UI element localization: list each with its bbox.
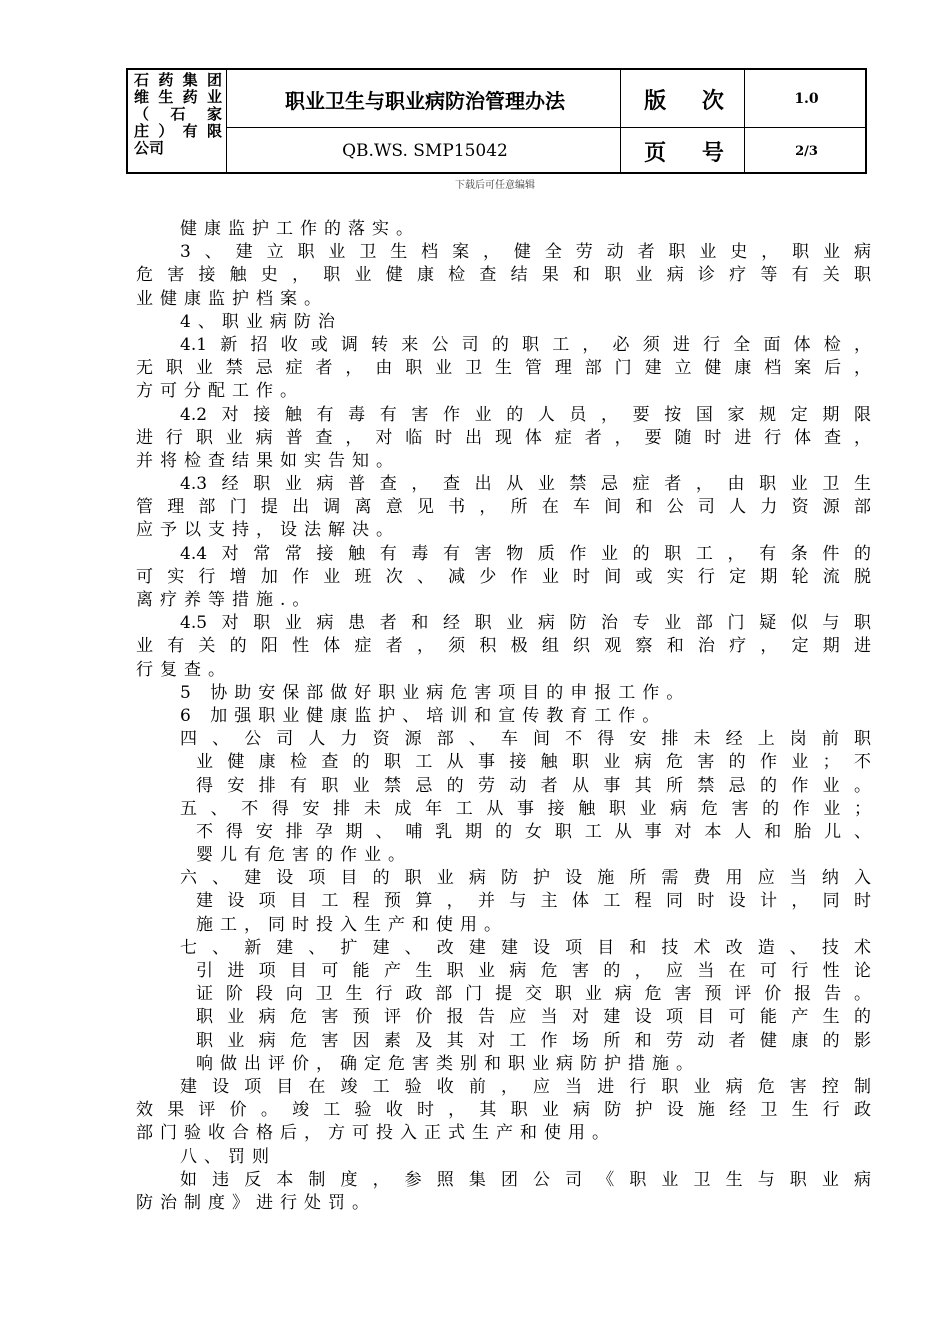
company-name-line: （石家 [134,105,222,123]
version-value: 1.0 [794,91,819,107]
body-text-line: 危害接触史，职业健康检查结果和职业病诊疗等有关职 [136,265,871,286]
body-text-line: 业健康检查的职工从事接触职业病危害的作业；不 [196,752,871,773]
body-text-line: 不得安排孕期、哺乳期的女职工从事对本人和胎儿、 [196,821,871,842]
body-text-line: 并将检查结果如实告知。 [136,450,400,471]
body-text-line: 证阶段向卫生行政部门提交职业病危害预评价报告。 [196,984,871,1005]
company-name-line: 庄）有限 [134,122,222,140]
download-note: 下载后可任意编辑 [455,180,535,191]
body-text-line: 4.4对常常接触有毒有害物质作业的职工，有条件的 [180,543,871,564]
body-text-line: 无职业禁忌症者，由职业卫生管理部门建立健康档案后， [136,358,871,379]
page-number-label: 页 号 [644,140,738,166]
body-text-line: 管理部门提出调离意见书，所在车间和公司人力资源部 [136,497,871,518]
body-text-line: 应予以支持，设法解决。 [136,520,400,541]
body-text-line: 离疗养等措施.。 [136,590,317,610]
version-label: 版 次 [644,88,738,114]
company-name-line: 公司 [134,139,165,157]
document-title: 职业卫生与职业病防治管理办法 [285,88,565,113]
body-text-line: 健康监护工作的落实。 [180,219,420,239]
body-text-line: 进行职业病普查，对临时出现体症者，要随时进行体查， [136,427,871,448]
company-name [134,72,222,172]
body-text-line: 效果评价。竣工验收时，其职业病防护设施经卫生行政 [136,1100,871,1121]
body-text-line: 行复查。 [136,659,232,680]
body-text-line: 建设项目工程预算，并与主体工程同时设计，同时 [196,891,871,912]
body-text-line: 引进项目可能产生职业病危害的，应当在可行性论 [196,961,871,981]
body-text-line: 4.2对接触有毒有害作业的人员，要按国家规定期限 [180,404,871,425]
body-text-line: 4.5对职业病患者和经职业病防治专业部门疑似与职 [180,613,871,634]
company-name-line: 石药集团 [134,71,222,89]
body-text-line: 3、建立职业卫生档案，健全劳动者职业史，职业病 [180,242,871,263]
document-code: QB.WS. SMP15042 [342,141,508,161]
body-text-line: 得安排有职业禁忌的劳动者从事其所禁忌的作业。 [196,775,871,796]
body-text-line: 防治制度》进行处罚。 [136,1192,376,1213]
body-text-line: 职业病危害因素及其对工作场所和劳动者健康的影 [196,1030,871,1051]
body-text-line: 方可分配工作。 [136,381,304,402]
body-text-line: 婴儿有危害的作业。 [196,845,412,866]
body-text-line: 建设项目在竣工验收前，应当进行职业病危害控制 [180,1076,871,1097]
body-text-line: 如违反本制度，参照集团公司《职业卫生与职业病 [180,1169,871,1190]
document-body [136,218,871,1215]
body-text-line: 七、新建、扩建、改建建设项目和技术改造、技术 [180,937,871,958]
header-divider [226,70,227,172]
body-text-line: 6 加强职业健康监护、培训和宣传教育工作。 [180,705,667,726]
body-text-line: 五、不得安排未成年工从事接触职业病危害的作业； [180,798,871,819]
body-text-line: 响做出评价，确定危害类别和职业病防护措施。 [196,1053,700,1074]
body-text-line: 业健康监护档案。 [136,288,328,309]
body-text-line: 四、公司人力资源部、车间不得安排未经上岗前职 [180,729,871,750]
body-text-line: 施工，同时投入生产和使用。 [196,914,508,935]
body-text-line: 部门验收合格后，方可投入正式生产和使用。 [136,1123,616,1144]
company-name-line: 维生药业 [134,88,222,106]
body-text-line: 职业病危害预评价报告应当对建设项目可能产生的 [196,1007,871,1028]
document-header-table [126,68,867,174]
body-text-line: 八、罚则 [180,1146,276,1167]
body-text-line: 5 协助安保部做好职业病危害项目的申报工作。 [180,682,691,703]
body-text-line: 4.3经职业病普查，查出从业禁忌症者，由职业卫生 [180,474,871,495]
body-text-line: 4.1新招收或调转来公司的职工，必须进行全面体检， [180,334,871,355]
body-text-line: 4、职业病防治 [180,311,342,332]
page-number-value: 2/3 [795,143,818,159]
body-text-line: 可实行增加作业班次、减少作业时间或实行定期轮流脱 [136,566,871,587]
body-text-line: 六、建设项目的职业病防护设施所需费用应当纳入 [180,868,871,889]
body-text-line: 业有关的阳性体症者，须积极组织观察和治疗，定期进 [136,636,871,657]
